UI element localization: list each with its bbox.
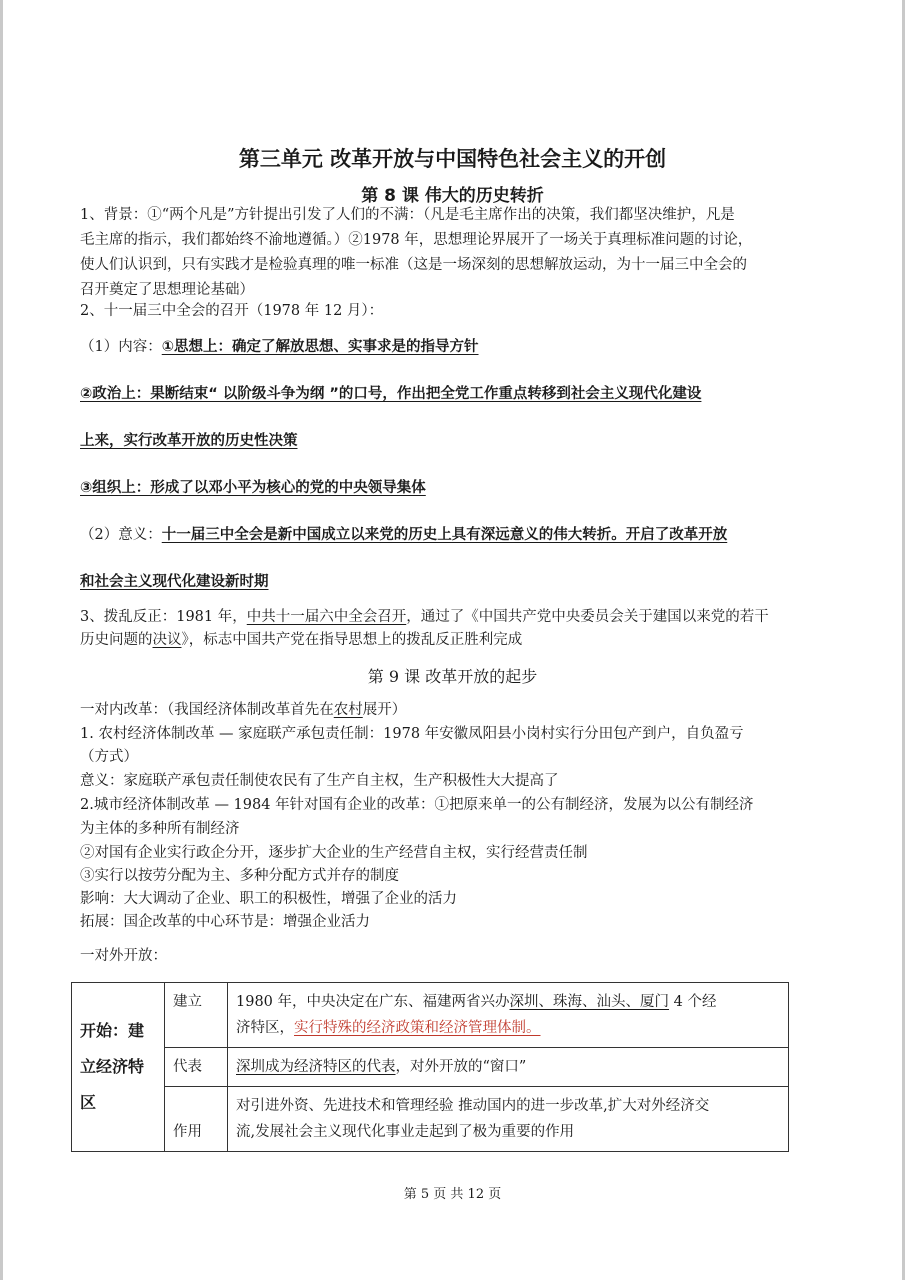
background-line-1: 1、背景：①“两个凡是”方针提出引发了人们的不满：（凡是毛主席作出的决策，我们都坚决维护，凡是 [80,207,735,223]
extend-line: 拓展：国企改革的中心环节是：增强企业活力 [80,914,370,930]
row-content-representative [228,1048,789,1087]
role-line-2: 流,发展社会主义现代化事业走起到了极为重要的作用 [236,1124,575,1140]
row-label-establish: 建立 [165,983,228,1048]
meaning-text-2: 和社会主义现代化建设新时期 [80,574,269,590]
lesson9-title: 第 9 课 改革开放的起步 [367,667,538,686]
content-politics-2: 上来，实行改革开放的历史性决策 [80,433,298,449]
table-row [72,1087,789,1152]
establish-a: 1980 年，中央决定在广东、福建两省兴办 [236,994,510,1010]
meaning-prefix: （2）意义： [80,527,162,543]
domestic-reform-heading [80,700,406,720]
urban-reform-2: 为主体的多种所有制经济 [80,821,240,837]
table-head-cell [72,983,165,1152]
urban-reform-4: ③实行以按劳分配为主、多种分配方式并存的制度 [80,868,399,884]
content-prefix: （1）内容： [80,339,162,355]
row-content-establish [228,983,789,1048]
boluan-a: 3、拨乱反正：1981 年， [80,609,247,625]
content-politics-1: ②政治上：果断结束“ 以阶级斗争为纲 ”的口号，作出把全党工作重点转移到社会主义现代化建设 [80,386,702,402]
establish-c: 4 个经 [669,994,717,1010]
boluan-c: ，通过了《中国共产党中央委员会关于建国以来党的若干 [406,609,769,625]
rural-reform-2: （方式） [80,749,138,765]
page-edge-left [0,0,3,1280]
domestic-b: 农村 [333,702,363,718]
table-head-line-3: 区 [80,1093,97,1112]
background-line-2: 毛主席的指示，我们都始终不渝地遵循。）②1978 年，思想理论界展开了一场关于真理标准问题的讨论， [80,232,753,248]
rural-meaning: 意义：家庭联产承包责任制使农民有了生产自主权，生产积极性大大提高了 [80,773,559,789]
row-label-representative: 代表 [165,1048,228,1087]
special-zone-table [71,982,789,1152]
boluan2-c: 》，标志中国共产党在指导思想上的拨乱反正胜利完成 [181,632,523,648]
table-head-line-1: 开始：建 [80,1021,145,1040]
rural-reform-1: 1. 农村经济体制改革 — 家庭联产承包责任制：1978 年安徽凤阳县小岗村实行分田包产到户，自负盈亏 [80,726,744,742]
content-organization: ③组织上：形成了以邓小平为核心的党的中央领导集体 [80,480,426,496]
meeting-heading: 2、十一届三中全会的召开（1978 年 12 月）： [80,303,384,319]
representative-a: 深圳成为经济特区的代表 [236,1059,396,1075]
background-line-4: 召开奠定了思想理论基础） [80,282,254,298]
opening-heading: 一对外开放： [80,948,167,964]
boluan-line-1 [80,607,769,627]
establish-d: 济特区， [236,1020,294,1036]
content-thought: ①思想上：确定了解放思想、实事求是的指导方针 [161,339,479,355]
role-line-1: 对引进外资、先进技术和管理经验 推动国内的进一步改革,扩大对外经济交 [236,1098,710,1114]
lesson8-title: 第 8 课 伟大的历史转折 [361,186,544,206]
table-head-line-2: 立经济特 [80,1057,145,1076]
content-line-thought [80,337,479,357]
boluan-b: 中共十一届六中全会召开 [246,609,407,625]
establish-cities: 深圳、珠海、汕头、厦门 [509,994,670,1010]
meaning-text-1: 十一届三中全会是新中国成立以来党的历史上具有深远意义的伟大转折。开启了改革开放 [161,527,728,543]
urban-reform-3: ②对国有企业实行政企分开，逐步扩大企业的生产经营自主权，实行经营责任制 [80,845,588,861]
boluan2-b: 决议 [152,632,182,648]
boluan-line-2 [80,630,522,650]
table-row [72,1048,789,1087]
domestic-c: 展开） [362,702,407,718]
establish-policy: 实行特殊的经济政策和经济管理体制。 [294,1020,541,1036]
representative-b: ，对外开放的“窗口” [395,1059,527,1075]
impact-line: 影响：大大调动了企业、职工的积极性，增强了企业的活力 [80,891,457,907]
row-content-role [228,1087,789,1152]
page-footer: 第 5 页 共 12 页 [403,1187,502,1202]
meaning-line-1 [80,525,727,545]
table-row [72,983,789,1048]
background-line-3: 使人们认识到，只有实践才是检验真理的唯一标准（这是一场深刻的思想解放运动，为十一届三中全会的 [80,257,747,273]
unit-title: 第三单元 改革开放与中国特色社会主义的开创 [238,147,667,171]
boluan2-a: 历史问题的 [80,632,153,648]
urban-reform-1: 2.城市经济体制改革 — 1984 年针对国有企业的改革：①把原来单一的公有制经济，发展为以公有制经济 [80,797,754,813]
domestic-a: 一对内改革：（我国经济体制改革首先在 [80,702,334,718]
row-label-role: 作用 [165,1087,228,1152]
